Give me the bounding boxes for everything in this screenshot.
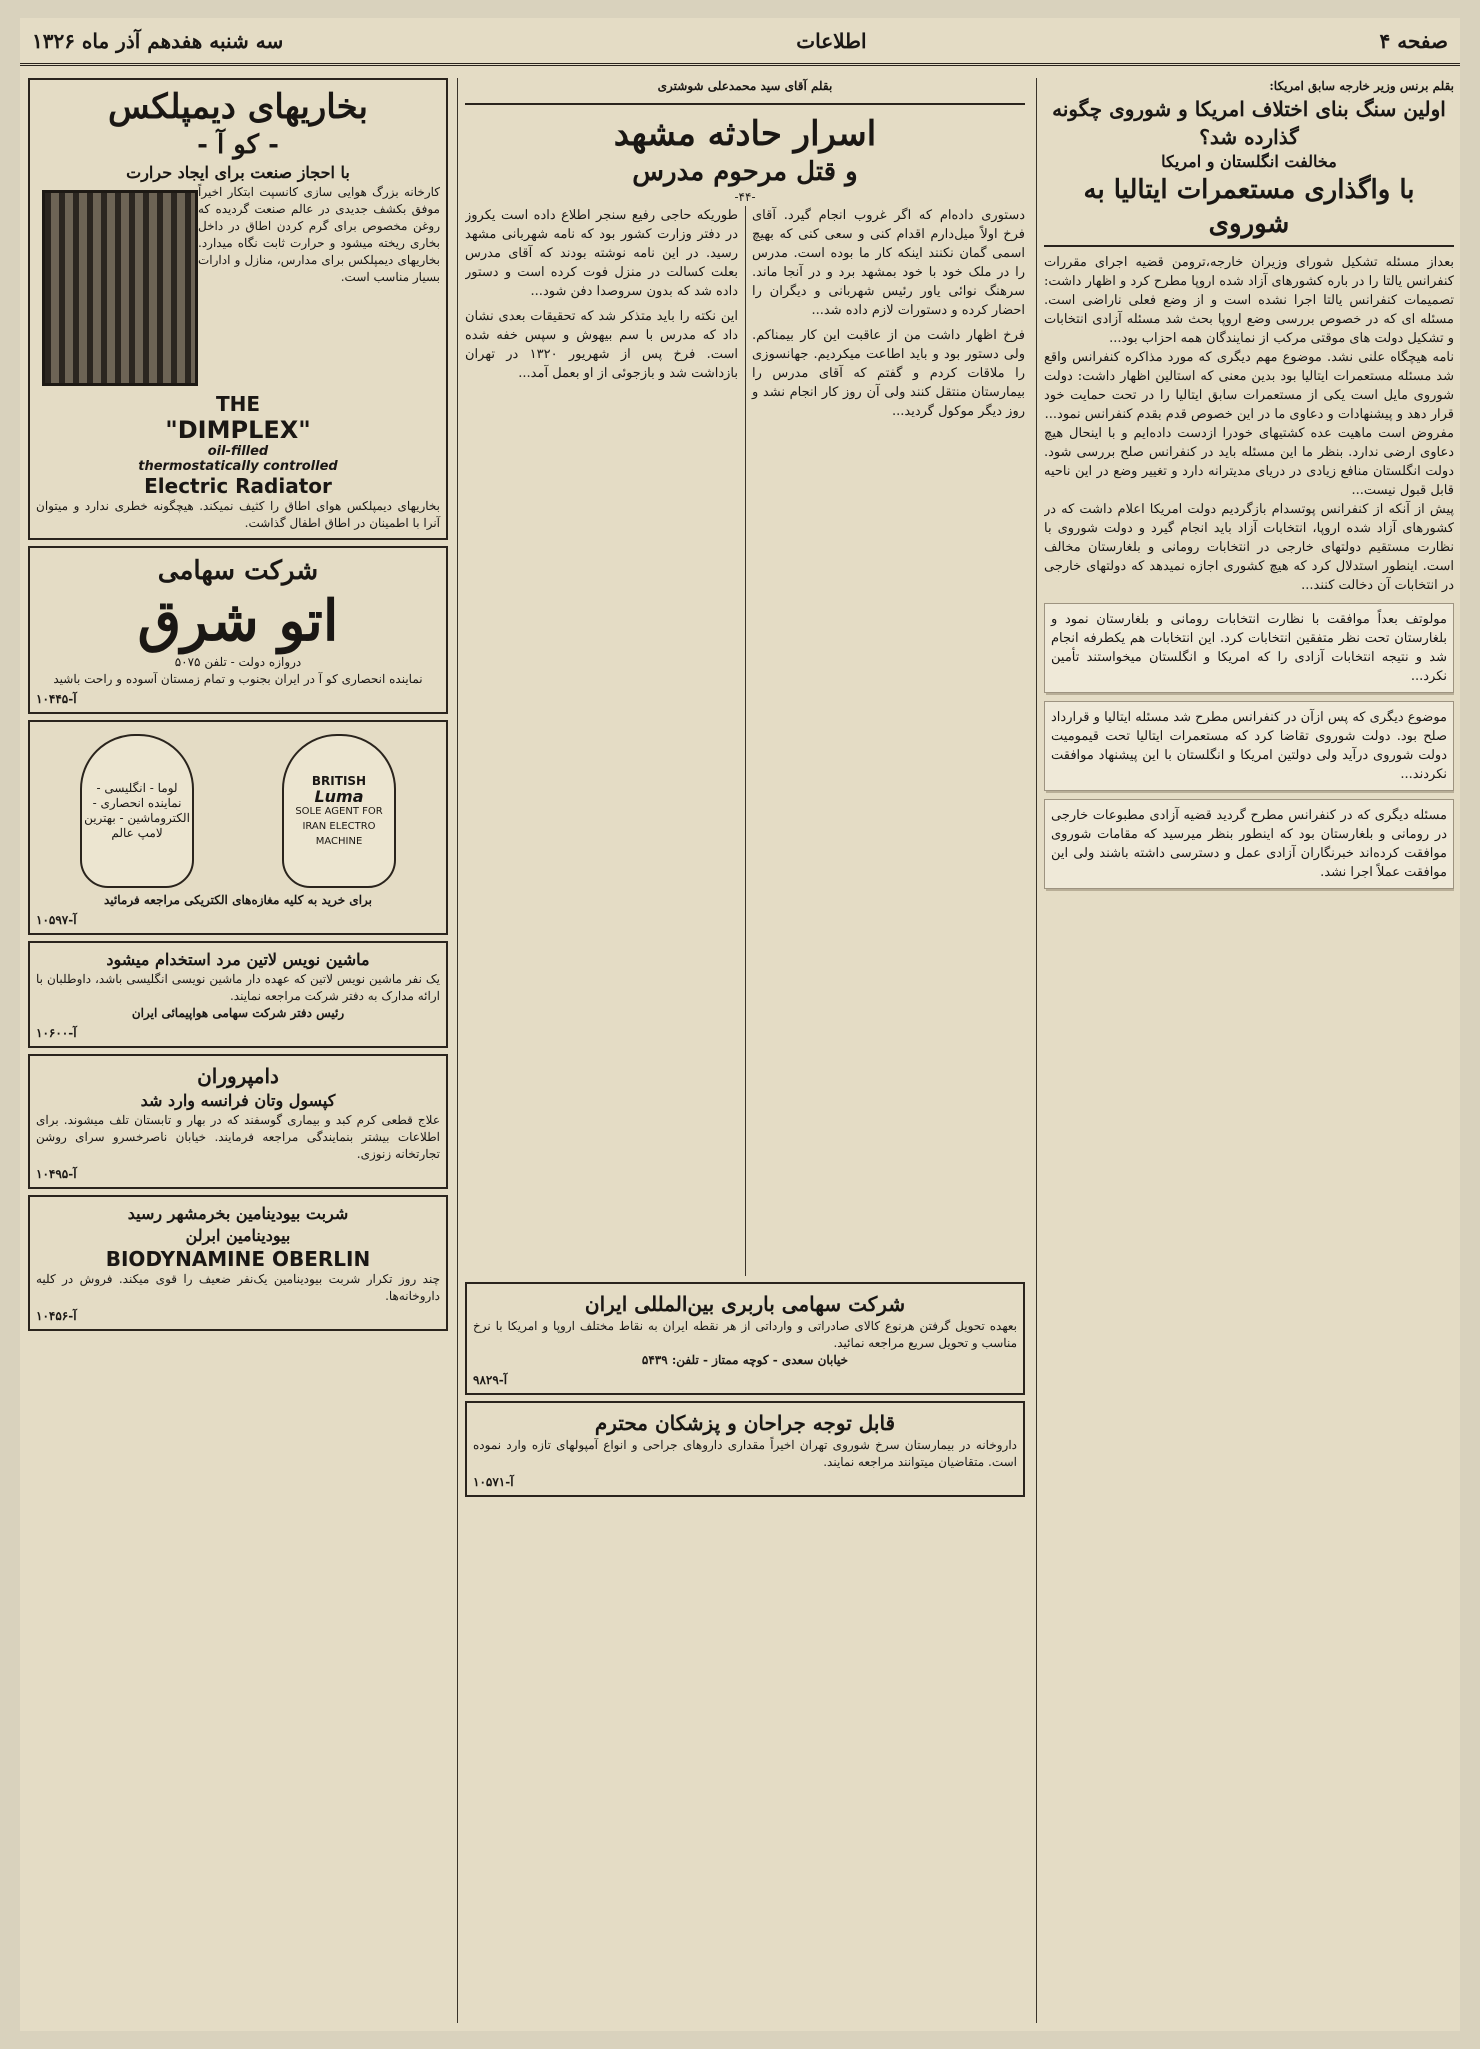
ad-title: دامپروران [197,1064,279,1088]
bulb-name-latin: Luma [314,786,364,806]
article-body: پیش از آنکه از کنفرانس پوتسدام بازگردیم دولت امریکا اعلام داشت که در کشورهای آزاد شده اروپا، انتخابات آزاد باید انجام گیرد و دولت شوروی با نظارت مستقیم دولتهای خارجی در انتخابات رومانی و بلغارستان مخالف است. اینطور استدلال کرد که هیچ کشوری اجازه نمیدهد که دولتهای خارجی در انتخابات آن دخالت کنند... [1044,502,1454,593]
bulb-persian-text: لوما - انگلیسی - نماینده انحصاری - الکتروماشین - بهترین لامپ عالم [84,781,190,840]
ad-subtitle: بیودینامین ابرلن [185,1226,291,1245]
ad-title: بخاریهای دیمپلکس [107,87,369,127]
ad-title: قابل توجه جراحان و پزشکان محترم [594,1411,896,1435]
ad-signature: رئیس دفتر شرکت سهامی هواپیمائی ایران [131,1006,345,1020]
ad-tagline: با احجاز صنعت برای ایجاد حرارت [126,163,350,182]
ad-body: بخاریهای دیمپلکس هوای اطاق را کثیف نمیکند. هیچگونه خطری ندارد و میتوان آنرا با اطمینان در اطاق اطفال گذاشت. [36,499,440,530]
article-paragraph: طوریکه حاجی رفیع سنجر اطلاع داده است یکروز در دفتر وزارت کشور بود که نامه شهربانی مشهد رسید. در این نامه نوشته بودند که آقای مدرس بعلت کسالت در منزل فوت کرده است و دستور داده شد که بدون سروصدا دفن شود... [465,208,738,299]
article-byline: بقلم برنس وزیر خارجه سابق امریکا: [1269,79,1454,93]
article-main-title: با واگذاری مستعمرات ایتالیا به شوروی [1044,173,1454,247]
ad-body: نماینده انحصاری کو آ در ایران بجنوب و تمام زمستان آسوده و راحت باشید [53,672,423,686]
article-byline: بقلم آقای سید محمدعلی شوشتری [657,79,833,93]
clipping-paragraph: موضوع دیگری که پس ازآن در کنفرانس مطرح شد مسئله ایتالیا و قرارداد صلح بود. دولت شوروی تقاضا کرد که مستعمرات ایتالیا تحت قیمومیت دولت شوروی درآید ولی دولتین امریکا و انگلستان با این پیشنهاد موافقت نکردند... [1051,710,1447,782]
ad-body: یک نفر ماشین نویس لاتین که عهده دار ماشین نویسی انگلیسی باشد، داوطلبان با ارائه مدارک به دفتر شرکت مراجعه نمایند. [36,972,440,1003]
article-headline: اولین سنگ بنای اختلاف امریکا و شوروی چگونه گذارده شد؟ [1052,97,1446,149]
ad-body: چند روز تکرار شربت بیودینامین یک‌نفر ضعیف را قوی میکند. فروش در کلیه داروخانه‌ها. [36,1272,440,1303]
ad-title: ماشین نویس لاتین مرد استخدام میشود [106,950,370,969]
ad-code: آ-۱۰۴۴۵ [36,692,77,706]
ad-latin-the: THE [215,392,261,416]
ad-body: کارخانه بزرگ هوایی سازی کانسپت ابتکار اخیراً موفق بکشف جدیدی در عالم صنعت گردیده که روغن مخصوص برای گرم کردن اطاق در داخل بخاری ریخته میشود و حرارت ثابت نگاه میدارد. بخاریهای دیمپلکس برای مدارس، منازل و ادارات بسیار مناسب است. [198,185,440,284]
article-paragraph: فرخ اظهار داشت من از عاقبت این کار بیمناکم. ولی دستور بود و باید اطاعت میکردیم. جهانسوزی را ملاقات کردم و گفتم که آقای مدرس را بیمارستان منتقل کنند ولی آن روز کار انجام نشد و روز دیگر موکول گردید... [752,328,1025,419]
ad-body: علاج قطعی کرم کبد و بیماری گوسفند که در بهار و تابستان تلف میشوند. برای اطلاعات بیشتر بنمایندگی مراجعه فرمایند. خیابان ناصرخسرو سرای روشن تجارتخانه زنوزی. [36,1113,440,1161]
ad-code: آ-۱۰۵۷۱ [473,1475,514,1489]
ad-title: شربت بیودینامین بخرمشهر رسید [127,1204,349,1223]
ad-code: آ-۹۸۲۹ [473,1373,508,1387]
page-number: صفحه ۴ [1379,28,1448,53]
bulb-brand-latin: BRITISH [311,773,367,788]
serial-part: -۴۴- [734,190,756,204]
ad-address: دروازه دولت - تلفن ۵۰۷۵ [174,655,302,669]
clipping-paragraph: مسئله دیگری که در کنفرانس مطرح گردید قضیه آزادی مطبوعات خارجی در رومانی و بلغارستان بود که اینطور بنظر میرسید که مقامات شوروی موافقت کرده‌اند خبرنگاران آزادی عمل و دسترسی داشته باشند ولی این موافقت عملاً اجرا نشد. [1051,808,1447,880]
ad-code: آ-۱۰۶۰۰ [36,1026,77,1040]
ad-company-label: شرکت سهامی [157,556,319,586]
ad-latin-brand: "DIMPLEX" [165,416,311,444]
ad-brand-logo: اتو شرق [137,588,339,654]
ad-subtitle: کپسول وتان فرانسه وارد شد [140,1091,336,1110]
ad-code: آ-۱۰۴۵۶ [36,1309,77,1323]
ad-code: آ-۱۰۵۹۷ [36,913,77,927]
article-body: مفروض است ماهیت عده کشتیهای خودرا ازدست داده‌ایم و با اینحال هیچ دعاوی ارضی ندارد. بنظر ما این مسئله باید در کنفرانس صلح بررسی شود. دولت انگلستان منافع زیادی در دریای مدیترانه دارد و تغییر وضع در این ناحیه قابل قبول نیست... [1044,426,1454,498]
article-paragraph: دستوری داده‌ام که اگر غروب انجام گیرد. آقای فرخ اولاً میل‌دارم اقدام کنی و سعی کنی که بهیچ اسمی گمان نکنند اینکه کار ما بوده است. مدرس را در ملک خود با خود بمشهد برد و در آنجا ماند. سرهنگ نوائی یاور رئیس شهربانی و دیگران را احضار کرده و دستورات لازم داده شد... [752,208,1025,318]
ad-footer: برای خرید به کلیه مغازه‌های الکتریکی مراجعه فرمائید [103,893,372,907]
col3-wrapper [20,18,1460,2031]
ad-title-brand: - کو آ - [197,130,279,160]
article-body: بعداز مسئله تشکیل شورای وزیران خارجه،ترومن قضیه اجرای مقررات کنفرانس یالتا را در باره کشورهای آزاد شده اروپا مطرح کرد و اظهار داشت: تصمیمات کنفرانس یالتا اجرا نشده است و از وضع فعلی ناراضی است. مسئله ای که در خصوص بررسی وضع اروپا بحث شد مسئله آزادی انتخابات و تشکیل دولت های موقتی مرکب از نمایندگان همه احزاب بود... [1044,255,1454,346]
bulb-agent-latin: SOLE AGENT FOR IRAN ELECTRO MACHINE [295,805,383,847]
issue-date: سه شنبه هفدهم آذر ماه ۱۳۲۶ [32,28,284,53]
ad-body: داروخانه در بیمارستان سرخ شوروی تهران اخیراً مقداری داروهای جراحی و انواع آمپولهای تازه وارد نموده است. متقاضیان میتوانند مراجعه نمایند. [473,1438,1017,1469]
ad-latin-thermo: thermostatically controlled [138,459,338,474]
ad-body: بعهده تحویل گرفتن هرنوع کالای صادراتی و وارداتی از هر نقطه ایران به نقاط مختلف اروپا و امریکا با نرخ مناسب و تحویل سریع مراجعه نمائید. [473,1319,1017,1350]
ad-address: خیابان سعدی - کوچه ممتاز - تلفن: ۵۴۳۹ [641,1353,849,1367]
article-paragraph: این نکته را باید متذکر شد که تحقیقات بعدی نشان داد که مدرس با سم بیهوش و سپس خفه شده است. فرخ پس از شهریور ۱۳۲۰ در تهران بازداشت شد و بازجوئی از او بعمل آمد... [465,309,739,381]
paper-name: اطلاعات [796,28,867,53]
ad-code: آ-۱۰۴۹۵ [36,1167,77,1181]
article-headline: اسرار حادثه مشهد [613,114,877,154]
ad-title: شرکت سهامی باربری بین‌المللی ایران [584,1292,906,1316]
ad-latin-brand: BIODYNAMINE OBERLIN [105,1247,371,1271]
ad-latin-radiator: Electric Radiator [144,474,332,498]
article-subheadline: و قتل مرحوم مدرس [632,157,858,187]
article-subheadline: مخالفت انگلستان و امریکا [1161,152,1337,171]
article-body: نامه هیچگاه علنی نشد. موضوع مهم دیگری که مورد مذاکره کنفرانس واقع شد مسئله مستعمرات ایتالیا بود بدین معنی که استالین اظهار داشت: دولت شوروی مایل است یکی از مستعمرات سابق ایتالیا را در تحت حمایت خود قرار دهد و پیشنهادات و دعاوی ما در این خصوص قدم بقدم کنفرانس نمود... [1044,350,1454,422]
clipping-paragraph: مولوتف بعداً موافقت با نظارت انتخابات رومانی و بلغارستان نمود و بلغارستان تحت نظر متفقین انتخابات کرد. این انتخابات هم یکطرفه انجام شد و نتیجه انتخابات آزادی را که امریکا و انگلستان میخواستند تأمین نکرد... [1051,612,1447,684]
ad-latin-oil: oil-filled [207,444,269,459]
